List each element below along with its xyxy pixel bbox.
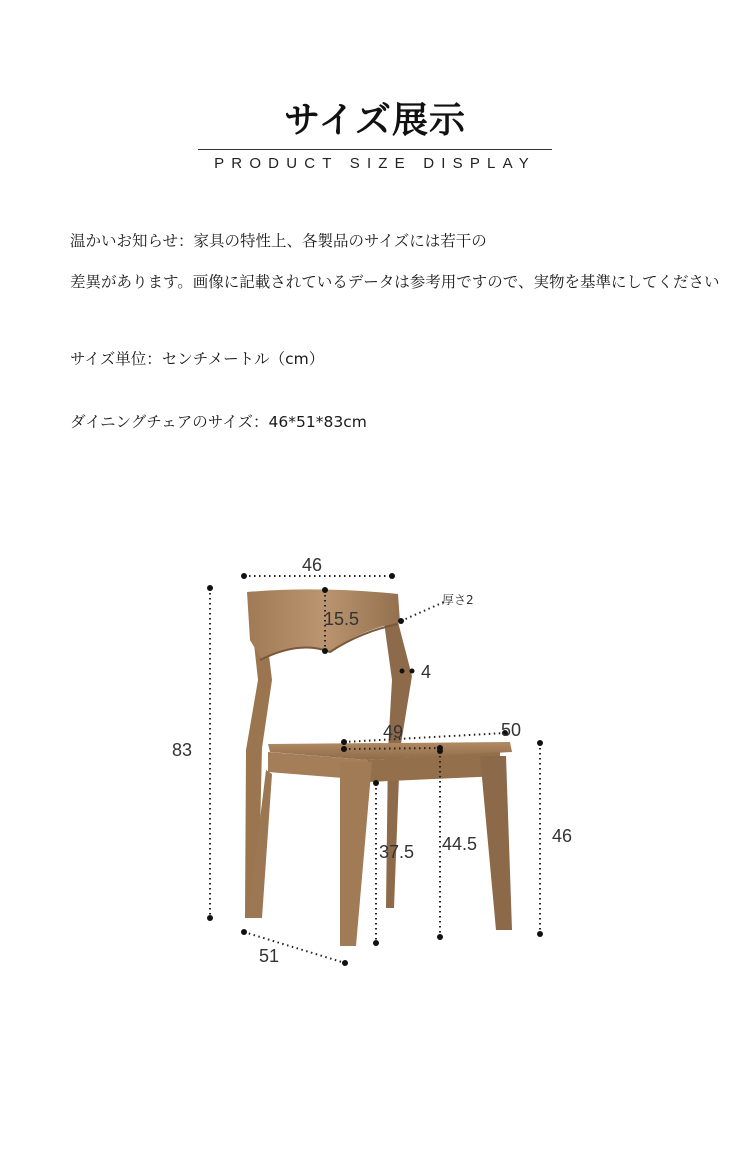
- chair-size-text: ダイニングチェアのサイズ：46*51*83cm: [70, 413, 367, 431]
- dim-thickness: 厚さ2: [442, 593, 474, 607]
- dim-seat-width: 50: [501, 720, 522, 740]
- notice-line-1: 温かいお知らせ：家具の特性上、各製品のサイズには若干の: [70, 232, 487, 250]
- dim-seat-depth: 49: [383, 722, 404, 742]
- page-title: サイズ展示: [283, 100, 467, 141]
- chair-dimension-diagram: [0, 540, 750, 980]
- notice-line-2: 差異があります。画像に記載されているデータは参考用ですので、実物を基準にしてください: [70, 273, 720, 291]
- title-divider: [198, 149, 552, 150]
- dim-total-height: 83: [172, 740, 193, 760]
- dim-depth: 51: [259, 946, 280, 966]
- dim-seat-front-height: 44.5: [442, 834, 478, 854]
- dim-back-panel-height: 15.5: [324, 609, 360, 629]
- page-subtitle: PRODUCT SIZE DISPLAY: [214, 155, 536, 172]
- chair-illustration: [245, 589, 512, 946]
- dim-seat-height: 46: [552, 826, 573, 846]
- dim-back-gap: 4: [421, 662, 432, 682]
- dim-width-top: 46: [302, 555, 323, 575]
- dim-leg-height: 37.5: [379, 842, 415, 862]
- size-unit-text: サイズ単位：センチメートル（cm）: [70, 350, 325, 368]
